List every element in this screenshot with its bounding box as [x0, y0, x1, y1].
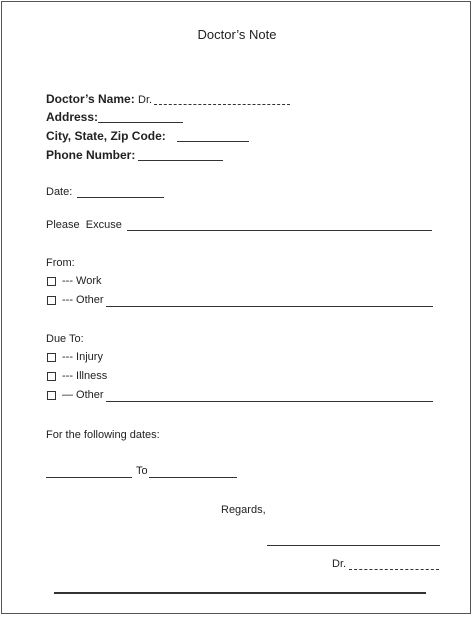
from-work-label: --- Work — [62, 275, 102, 287]
signature-dr-prefix: Dr. — [332, 558, 347, 570]
excuse-label: Please Excuse — [46, 219, 122, 231]
document-title: Doctor’s Note — [197, 27, 277, 42]
phone-number-field[interactable] — [138, 160, 223, 161]
due-other-label: — Other — [62, 389, 104, 401]
signature-line[interactable] — [267, 545, 440, 546]
due-illness-checkbox[interactable] — [47, 372, 56, 381]
doctor-name-label: Doctor’s Name: — [46, 92, 135, 106]
due-to-heading: Due To: — [46, 333, 84, 345]
from-other-field[interactable] — [106, 306, 433, 307]
footer-rule — [54, 592, 426, 594]
end-date-field[interactable] — [149, 477, 237, 478]
due-injury-label: --- Injury — [62, 351, 103, 363]
doctor-name-field[interactable] — [154, 104, 290, 105]
to-label: To — [136, 465, 148, 477]
due-other-field[interactable] — [106, 401, 433, 402]
from-heading: From: — [46, 257, 75, 269]
city-state-zip-label: City, State, Zip Code: — [46, 129, 166, 143]
following-dates-label: For the following dates: — [46, 429, 160, 441]
address-label: Address: — [46, 110, 99, 124]
signature-dr-name-field[interactable] — [349, 569, 439, 570]
regards-label: Regards, — [221, 504, 266, 516]
from-other-label: --- Other — [62, 294, 104, 306]
doctor-name-prefix: Dr. — [138, 94, 153, 106]
from-work-checkbox[interactable] — [47, 277, 56, 286]
excuse-field[interactable] — [127, 230, 432, 231]
phone-number-label: Phone Number: — [46, 148, 136, 162]
due-other-checkbox[interactable] — [47, 391, 56, 400]
date-field[interactable] — [77, 197, 164, 198]
due-injury-checkbox[interactable] — [47, 353, 56, 362]
city-state-zip-field[interactable] — [177, 141, 249, 142]
date-label: Date: — [46, 186, 73, 198]
doctor-name-row — [46, 92, 152, 106]
due-illness-label: --- Illness — [62, 370, 108, 382]
start-date-field[interactable] — [46, 477, 132, 478]
address-field[interactable] — [98, 122, 183, 123]
from-other-checkbox[interactable] — [47, 296, 56, 305]
